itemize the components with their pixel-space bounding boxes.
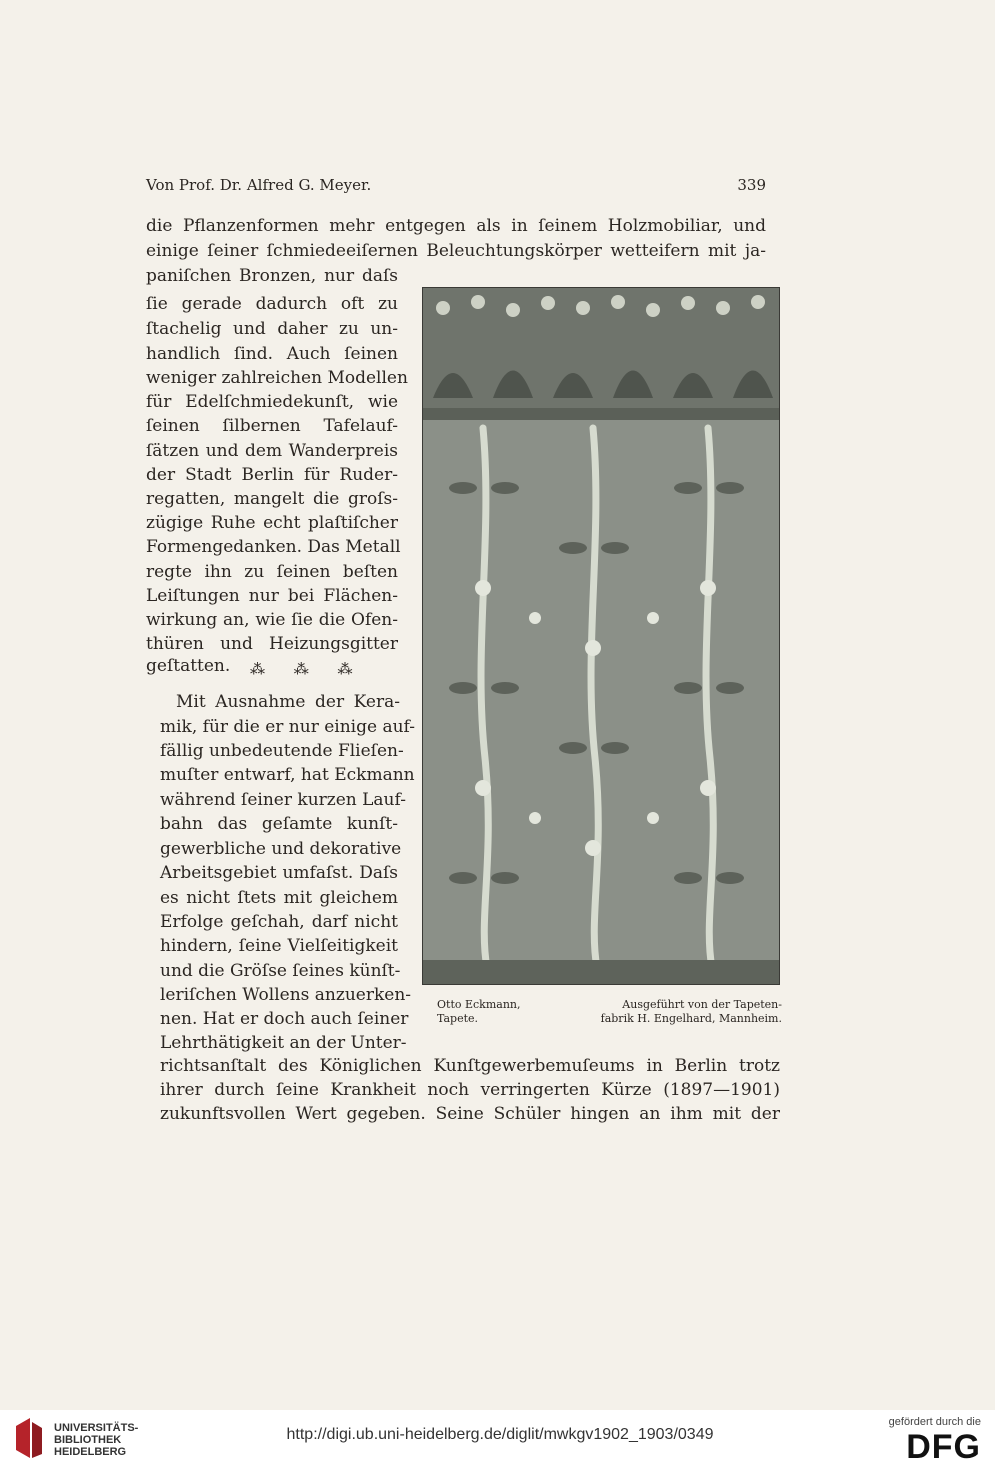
text-line: Leiſtungen nur bei Flächen- [146,586,398,606]
text-line: ihrer durch ſeine Krankheit noch verringerten Kürze (1897—1901) [160,1080,780,1100]
dfg-logo: DFG [906,1428,981,1466]
text-line: für Edelſchmiedekunſt, wie [146,392,398,412]
caption-left [437,998,521,1026]
text-line: muſter entwarf, hat Eckmann [160,765,415,785]
text-line: richtsanſtalt des Königlichen Kunſtgewerbemuſeums in Berlin trotz [160,1056,780,1076]
text-line: ſätzen und dem Wanderpreis [146,441,398,461]
text-line: handlich ſind. Auch ſeinen [146,344,398,364]
text-line: der Stadt Berlin für Ruder- [146,465,398,485]
text-line: zügige Ruhe echt plaſtiſcher [146,513,398,533]
library-name [54,1422,138,1458]
permalink[interactable]: http://digi.ub.uni-heidelberg.de/diglit/mwkgv1902_1903/0349 [286,1426,714,1443]
library-line-2: BIBLIOTHEK [54,1434,122,1446]
caption-maker-line2: fabrik H. Engelhard, Mannheim. [600,1012,782,1025]
text-line: Arbeitsgebiet umfaſst. Daſs [160,863,398,883]
text-line: Lehrthätigkeit an der Unter- [160,1033,407,1053]
caption-object: Tapete. [437,1012,479,1025]
text-line: gewerbliche und dekorative [160,839,402,859]
text-line: Formengedanken. Das Metall [146,537,401,557]
caption-artist: Otto Eckmann, [437,998,521,1011]
text-line: regte ihn zu ſeinen beſten [146,562,398,582]
caption-maker-line1: Ausgeführt von der Tapeten- [622,998,782,1011]
funded-by-label: gefördert durch die [888,1416,981,1428]
text-line: nen. Hat er doch auch ſeiner [160,1009,409,1029]
library-line-1: UNIVERSITÄTS- [54,1422,139,1434]
text-line: ſie gerade dadurch oft zu [146,294,398,314]
text-line: und die Gröſse ſeines künſt- [160,961,401,981]
text-line: Erfolge geſchah, darf nicht [160,912,398,932]
wallpaper-pattern [423,288,779,984]
text-line: einige ſeiner ſchmiedeeiſernen Beleuchtungskörper wetteifern mit ja- [146,241,766,261]
text-line: zukunftsvollen Wert gegeben. Seine Schüler hingen an ihm mit der [160,1104,780,1124]
text-line: während ſeiner kurzen Lauf- [160,790,406,810]
ornament: ⁂ ⁂ ⁂ [250,660,365,678]
text-line: thüren und Heizungsgitter [146,634,398,654]
text-line: regatten, mangelt die groſs- [146,489,398,509]
text-line: Mit Ausnahme der Kera- [176,692,400,712]
text-line: ſtachelig und daher zu un- [146,319,398,339]
text-line: bahn das geſamte kunſt- [160,814,398,834]
wallpaper-illustration [422,287,780,985]
text-line: geſtatten. [146,656,231,676]
library-line-3: HEIDELBERG [54,1446,127,1458]
library-logo-icon [12,1416,46,1460]
page-number: 339 [737,176,766,194]
text-line: es nicht ſtets mit gleichem [160,888,398,908]
text-line: wirkung an, wie ſie die Ofen- [146,610,398,630]
caption-right [578,998,782,1026]
digitization-footer [0,1410,995,1470]
running-header [146,176,766,200]
text-line: weniger zahlreichen Modellen [146,368,408,388]
text-line: hindern, ſeine Vielſeitigkeit [160,936,398,956]
text-line: die Pflanzenformen mehr entgegen als in ſeinem Holzmobiliar, und [146,216,766,236]
text-line: paniſchen Bronzen, nur daſs [146,266,398,286]
text-line: ſeinen ſilbernen Tafelauf- [146,416,398,436]
text-line: mik, für die er nur einige auf- [160,717,415,737]
text-line: fällig unbedeutende Flieſen- [160,741,404,761]
text-line: leriſchen Wollens anzuerken- [160,985,412,1005]
header-author: Von Prof. Dr. Alfred G. Meyer. [146,176,372,194]
